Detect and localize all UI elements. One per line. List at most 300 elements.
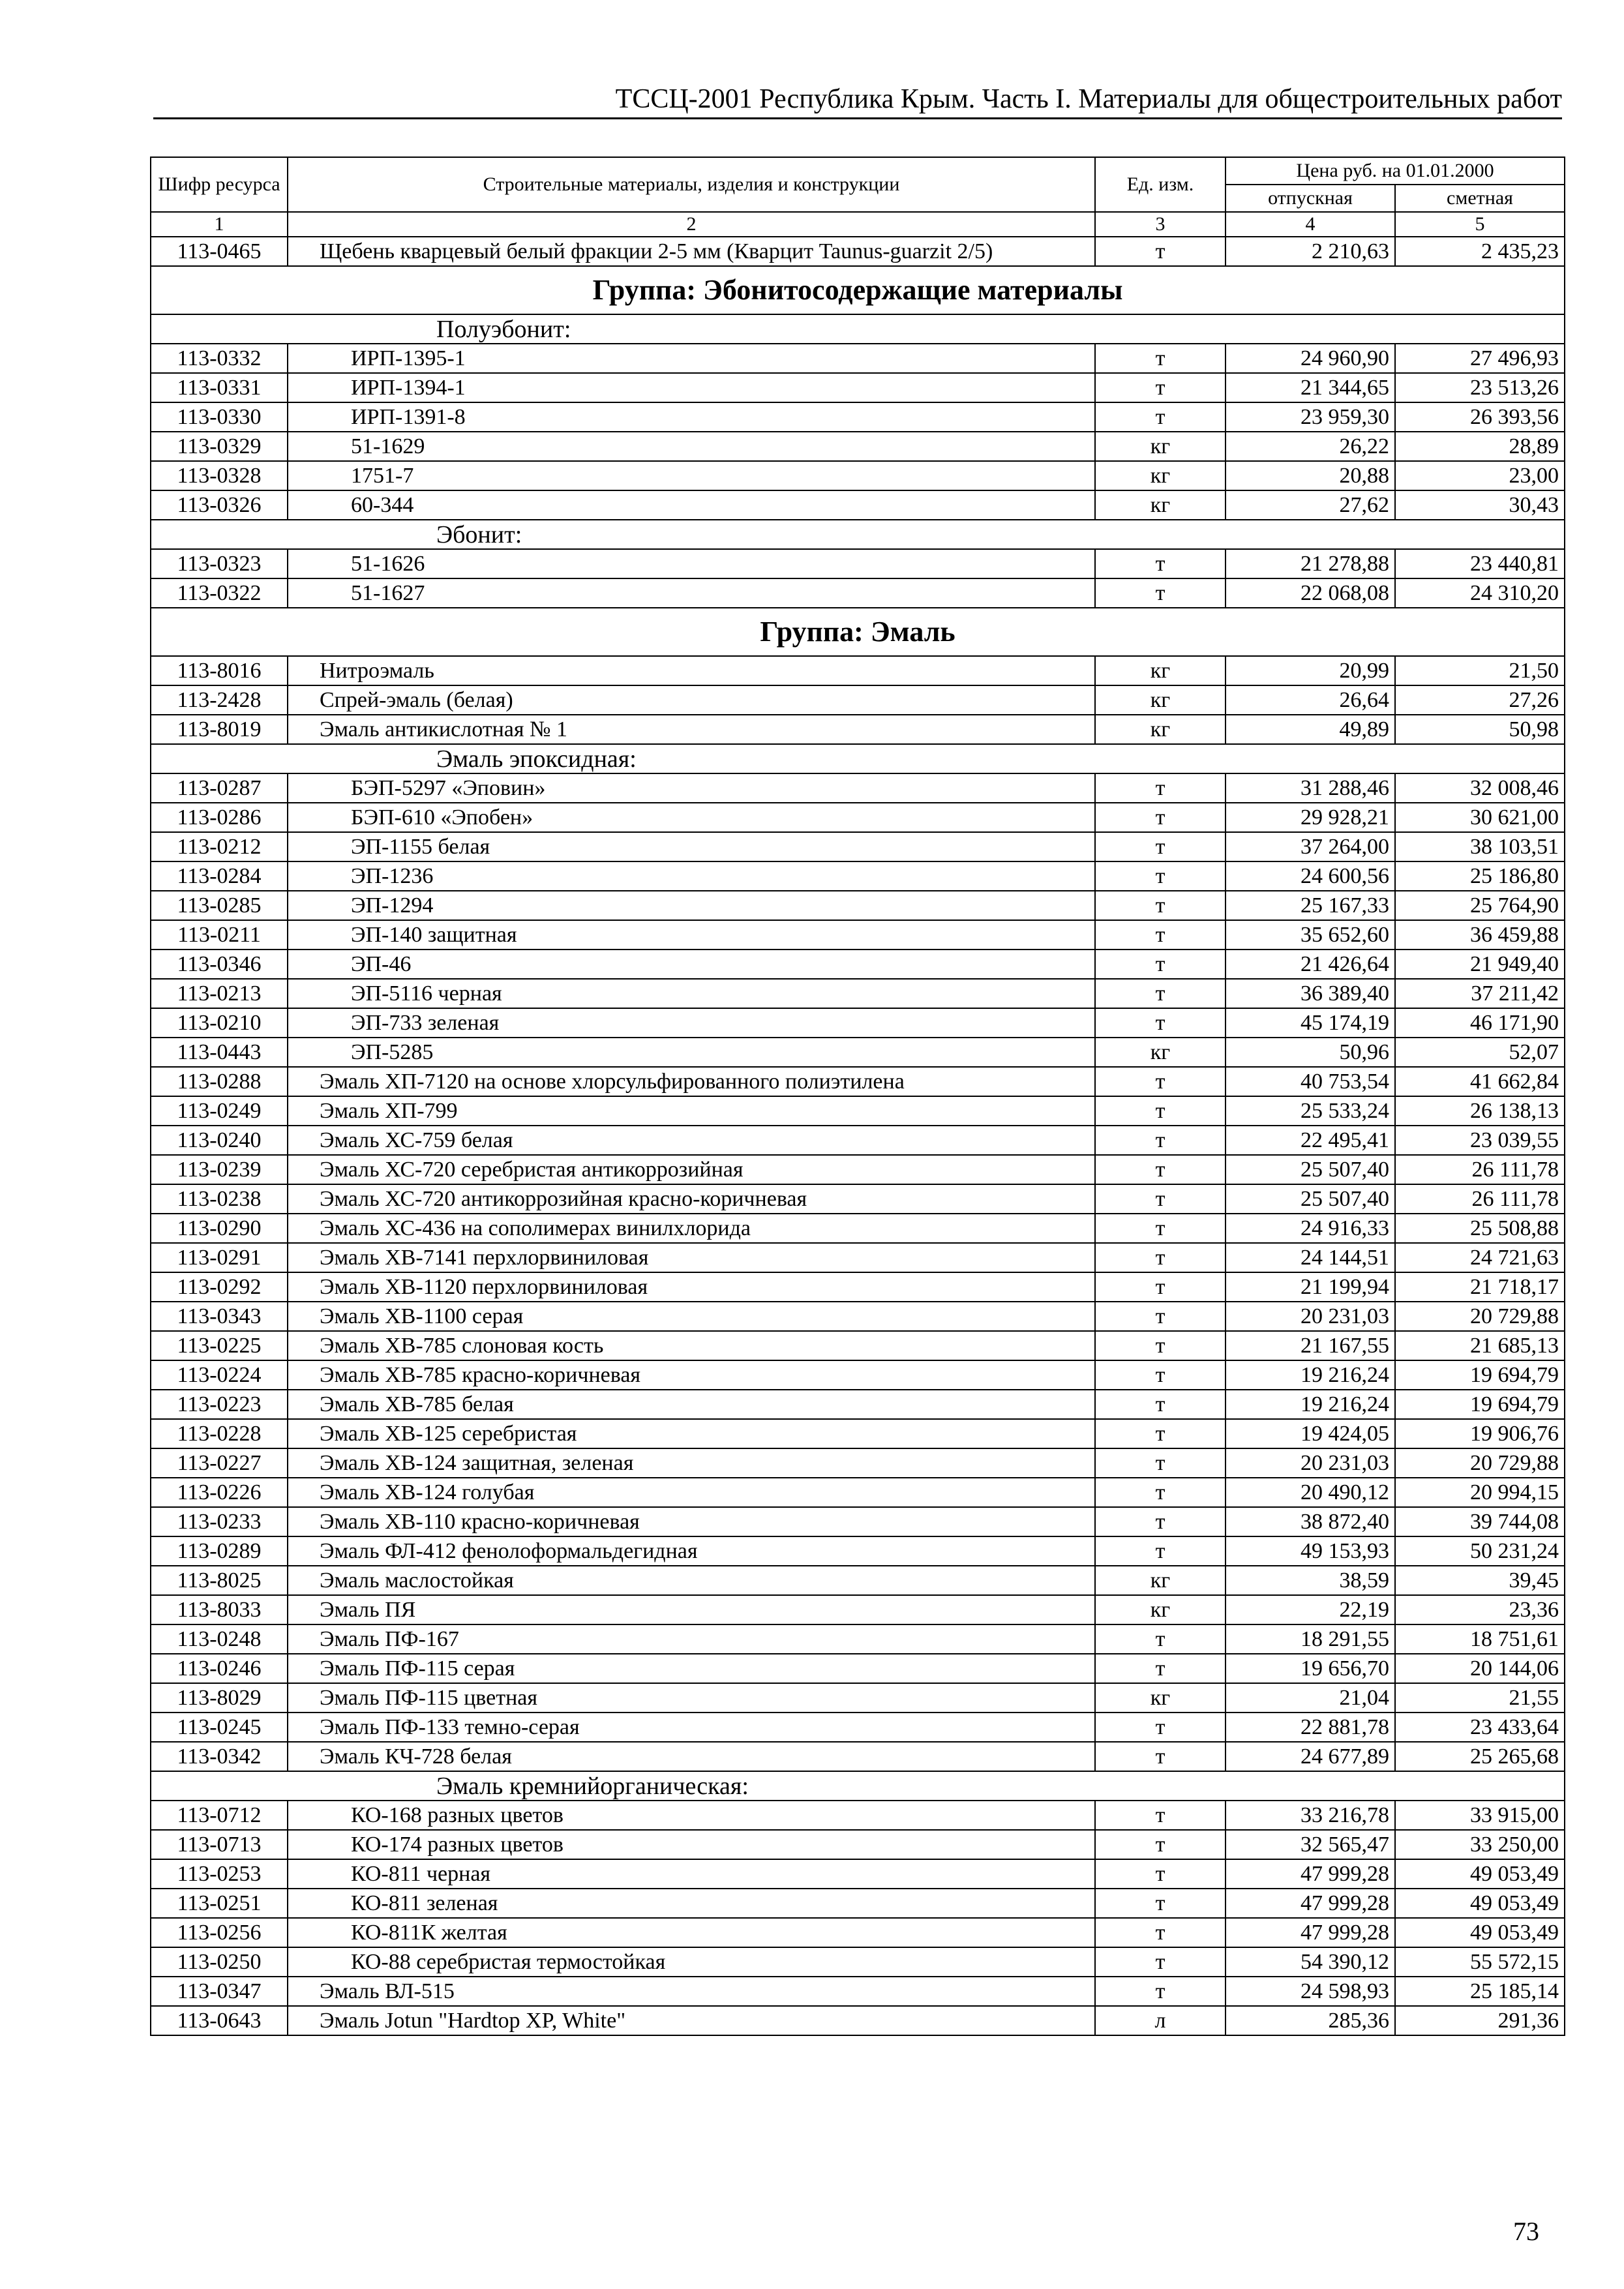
release-price-cell: 21 167,55 (1226, 1331, 1395, 1360)
unit-cell: т (1095, 1918, 1226, 1947)
name-cell: Эмаль Jotun "Hardtop XP, White" (288, 2006, 1095, 2035)
name-cell: ЭП-733 зеленая (288, 1008, 1095, 1038)
unit-cell: кг (1095, 685, 1226, 715)
table-row (151, 1272, 1565, 1302)
estimate-price-cell: 19 694,79 (1395, 1360, 1565, 1390)
release-price-cell: 25 167,33 (1226, 891, 1395, 920)
table-row (151, 1184, 1565, 1214)
code-cell: 113-0253 (151, 1859, 288, 1889)
release-price-cell: 19 656,70 (1226, 1654, 1395, 1683)
estimate-price-cell: 55 572,15 (1395, 1947, 1565, 1977)
release-price-cell: 20,88 (1226, 461, 1395, 490)
estimate-price-cell: 23,00 (1395, 461, 1565, 490)
column-number: 5 (1395, 212, 1565, 237)
release-price-cell: 22,19 (1226, 1595, 1395, 1624)
name-cell: Эмаль ХВ-125 серебристая (288, 1419, 1095, 1448)
table-row (151, 1947, 1565, 1977)
estimate-price-cell: 46 171,90 (1395, 1008, 1565, 1038)
estimate-price-cell: 26 138,13 (1395, 1096, 1565, 1126)
unit-cell: кг (1095, 432, 1226, 461)
unit-cell: т (1095, 832, 1226, 861)
code-cell: 113-0246 (151, 1654, 288, 1683)
unit-cell: кг (1095, 1595, 1226, 1624)
unit-cell: т (1095, 1742, 1226, 1771)
code-cell: 113-0240 (151, 1126, 288, 1155)
code-cell: 113-0322 (151, 578, 288, 608)
code-cell: 113-0213 (151, 979, 288, 1008)
release-price-cell: 19 216,24 (1226, 1390, 1395, 1419)
estimate-price-cell: 25 186,80 (1395, 861, 1565, 891)
table-header (151, 157, 1565, 237)
estimate-price-cell: 27,26 (1395, 685, 1565, 715)
table-row (151, 1448, 1565, 1478)
name-cell: ЭП-1155 белая (288, 832, 1095, 861)
unit-cell: т (1095, 1214, 1226, 1243)
table-row (151, 1155, 1565, 1184)
estimate-price-cell: 23 513,26 (1395, 373, 1565, 402)
table-row (151, 1536, 1565, 1566)
table-row (151, 1654, 1565, 1683)
unit-cell: т (1095, 1448, 1226, 1478)
header-release-price: отпускная (1226, 185, 1395, 212)
code-cell: 113-0228 (151, 1419, 288, 1448)
release-price-cell: 20,99 (1226, 656, 1395, 685)
unit-cell: т (1095, 920, 1226, 950)
empty-cell (151, 1771, 288, 1801)
estimate-price-cell: 19 906,76 (1395, 1419, 1565, 1448)
release-price-cell: 47 999,28 (1226, 1918, 1395, 1947)
release-price-cell: 19 216,24 (1226, 1360, 1395, 1390)
header-rule (153, 117, 1562, 119)
code-cell: 113-0713 (151, 1830, 288, 1859)
release-price-cell: 38,59 (1226, 1566, 1395, 1595)
code-cell: 113-8033 (151, 1595, 288, 1624)
table-row (151, 803, 1565, 832)
release-price-cell: 24 600,56 (1226, 861, 1395, 891)
estimate-price-cell: 49 053,49 (1395, 1889, 1565, 1918)
table-row (151, 1713, 1565, 1742)
code-cell: 113-0238 (151, 1184, 288, 1214)
release-price-cell: 40 753,54 (1226, 1067, 1395, 1096)
code-cell: 113-0465 (151, 237, 288, 266)
release-price-cell: 21 199,94 (1226, 1272, 1395, 1302)
estimate-price-cell: 291,36 (1395, 2006, 1565, 2035)
unit-cell: т (1095, 1830, 1226, 1859)
name-cell: Эмаль ХП-7120 на основе хлорсульфированного полиэтилена (288, 1067, 1095, 1096)
table-row (151, 861, 1565, 891)
estimate-price-cell: 30 621,00 (1395, 803, 1565, 832)
unit-cell: л (1095, 2006, 1226, 2035)
unit-cell: т (1095, 891, 1226, 920)
table-row (151, 1859, 1565, 1889)
code-cell: 113-0224 (151, 1360, 288, 1390)
unit-cell: т (1095, 1096, 1226, 1126)
release-price-cell: 24 598,93 (1226, 1977, 1395, 2006)
unit-cell: т (1095, 861, 1226, 891)
estimate-price-cell: 24 721,63 (1395, 1243, 1565, 1272)
column-number-row (151, 212, 1565, 237)
estimate-price-cell: 25 265,68 (1395, 1742, 1565, 1771)
release-price-cell: 25 507,40 (1226, 1155, 1395, 1184)
unit-cell: кг (1095, 715, 1226, 744)
subgroup-title: Полуэбонит: (288, 314, 1565, 344)
page-header-title: ТССЦ-2001 Республика Крым. Часть I. Материалы для общестроительных работ (615, 84, 1562, 114)
subgroup-row (151, 744, 1565, 773)
estimate-price-cell: 30,43 (1395, 490, 1565, 520)
code-cell: 113-0343 (151, 1302, 288, 1331)
release-price-cell: 38 872,40 (1226, 1507, 1395, 1536)
name-cell: Эмаль ХС-436 на сополимерах винилхлорида (288, 1214, 1095, 1243)
release-price-cell: 33 216,78 (1226, 1801, 1395, 1830)
name-cell: Эмаль ХВ-785 красно-коричневая (288, 1360, 1095, 1390)
code-cell: 113-0443 (151, 1038, 288, 1067)
table-row (151, 1419, 1565, 1448)
unit-cell: т (1095, 1889, 1226, 1918)
name-cell: Эмаль антикислотная № 1 (288, 715, 1095, 744)
unit-cell: т (1095, 1624, 1226, 1654)
table-row (151, 344, 1565, 373)
name-cell: Эмаль ХС-759 белая (288, 1126, 1095, 1155)
name-cell: Эмаль ФЛ-412 фенолоформальдегидная (288, 1536, 1095, 1566)
unit-cell: т (1095, 773, 1226, 803)
unit-cell: т (1095, 1478, 1226, 1507)
table-row (151, 1478, 1565, 1507)
empty-cell (151, 520, 288, 549)
code-cell: 113-0223 (151, 1390, 288, 1419)
code-cell: 113-0288 (151, 1067, 288, 1096)
code-cell: 113-8016 (151, 656, 288, 685)
table-row (151, 1507, 1565, 1536)
unit-cell: кг (1095, 656, 1226, 685)
code-cell: 113-0290 (151, 1214, 288, 1243)
empty-cell (151, 744, 288, 773)
estimate-price-cell: 23 433,64 (1395, 1713, 1565, 1742)
name-cell: КО-88 серебристая термостойкая (288, 1947, 1095, 1977)
table-row (151, 1624, 1565, 1654)
unit-cell: т (1095, 373, 1226, 402)
release-price-cell: 22 881,78 (1226, 1713, 1395, 1742)
release-price-cell: 35 652,60 (1226, 920, 1395, 950)
table-row (151, 1830, 1565, 1859)
code-cell: 113-0346 (151, 950, 288, 979)
release-price-cell: 25 507,40 (1226, 1184, 1395, 1214)
code-cell: 113-0211 (151, 920, 288, 950)
estimate-price-cell: 21,50 (1395, 656, 1565, 685)
unit-cell: т (1095, 1801, 1226, 1830)
subgroup-title: Эбонит: (288, 520, 1565, 549)
release-price-cell: 21,04 (1226, 1683, 1395, 1713)
estimate-price-cell: 23,36 (1395, 1595, 1565, 1624)
name-cell: КО-174 разных цветов (288, 1830, 1095, 1859)
release-price-cell: 24 677,89 (1226, 1742, 1395, 1771)
unit-cell: т (1095, 1536, 1226, 1566)
estimate-price-cell: 21 949,40 (1395, 950, 1565, 979)
name-cell: ЭП-1294 (288, 891, 1095, 920)
estimate-price-cell: 21,55 (1395, 1683, 1565, 1713)
table-body (151, 237, 1565, 2035)
estimate-price-cell: 2 435,23 (1395, 237, 1565, 266)
release-price-cell: 37 264,00 (1226, 832, 1395, 861)
table-row (151, 1918, 1565, 1947)
estimate-price-cell: 24 310,20 (1395, 578, 1565, 608)
code-cell: 113-0212 (151, 832, 288, 861)
code-cell: 113-8019 (151, 715, 288, 744)
unit-cell: т (1095, 402, 1226, 432)
unit-cell: кг (1095, 1683, 1226, 1713)
name-cell: Щебень кварцевый белый фракции 2-5 мм (Кварцит Taunus-guarzit 2/5) (288, 237, 1095, 266)
group-row (151, 608, 1565, 656)
subgroup-row (151, 1771, 1565, 1801)
code-cell: 113-0226 (151, 1478, 288, 1507)
estimate-price-cell: 20 144,06 (1395, 1654, 1565, 1683)
estimate-price-cell: 21 718,17 (1395, 1272, 1565, 1302)
estimate-price-cell: 49 053,49 (1395, 1918, 1565, 1947)
name-cell: Эмаль ХВ-7141 перхлорвиниловая (288, 1243, 1095, 1272)
table-row (151, 1243, 1565, 1272)
subgroup-title: Эмаль кремнийорганическая: (288, 1771, 1565, 1801)
estimate-price-cell: 20 729,88 (1395, 1302, 1565, 1331)
estimate-price-cell: 18 751,61 (1395, 1624, 1565, 1654)
code-cell: 113-0643 (151, 2006, 288, 2035)
table-row (151, 2006, 1565, 2035)
table-row (151, 1889, 1565, 1918)
release-price-cell: 20 490,12 (1226, 1478, 1395, 1507)
release-price-cell: 285,36 (1226, 2006, 1395, 2035)
code-cell: 113-0289 (151, 1536, 288, 1566)
unit-cell: т (1095, 1859, 1226, 1889)
name-cell: Эмаль ПЯ (288, 1595, 1095, 1624)
estimate-price-cell: 21 685,13 (1395, 1331, 1565, 1360)
estimate-price-cell: 27 496,93 (1395, 344, 1565, 373)
table-row (151, 1038, 1565, 1067)
name-cell: Эмаль КЧ-728 белая (288, 1742, 1095, 1771)
unit-cell: т (1095, 1184, 1226, 1214)
release-price-cell: 54 390,12 (1226, 1947, 1395, 1977)
header-estimate-price: сметная (1395, 185, 1565, 212)
column-number: 2 (288, 212, 1095, 237)
name-cell: Эмаль ХС-720 серебристая антикоррозийная (288, 1155, 1095, 1184)
release-price-cell: 27,62 (1226, 490, 1395, 520)
estimate-price-cell: 26 111,78 (1395, 1155, 1565, 1184)
table-row (151, 373, 1565, 402)
release-price-cell: 25 533,24 (1226, 1096, 1395, 1126)
name-cell: ЭП-5285 (288, 1038, 1095, 1067)
estimate-price-cell: 33 250,00 (1395, 1830, 1565, 1859)
estimate-price-cell: 50 231,24 (1395, 1536, 1565, 1566)
code-cell: 113-0225 (151, 1331, 288, 1360)
release-price-cell: 20 231,03 (1226, 1302, 1395, 1331)
estimate-price-cell: 23 039,55 (1395, 1126, 1565, 1155)
release-price-cell: 29 928,21 (1226, 803, 1395, 832)
name-cell: КО-811 зеленая (288, 1889, 1095, 1918)
table-row (151, 1302, 1565, 1331)
page-number: 73 (1513, 2217, 1539, 2246)
table-row (151, 432, 1565, 461)
release-price-cell: 31 288,46 (1226, 773, 1395, 803)
estimate-price-cell: 49 053,49 (1395, 1859, 1565, 1889)
unit-cell: т (1095, 549, 1226, 578)
table-row (151, 950, 1565, 979)
unit-cell: т (1095, 1243, 1226, 1272)
estimate-price-cell: 52,07 (1395, 1038, 1565, 1067)
release-price-cell: 24 960,90 (1226, 344, 1395, 373)
name-cell: КО-811 черная (288, 1859, 1095, 1889)
name-cell: Эмаль ХВ-785 белая (288, 1390, 1095, 1419)
code-cell: 113-0285 (151, 891, 288, 920)
unit-cell: т (1095, 1654, 1226, 1683)
table-row (151, 1126, 1565, 1155)
release-price-cell: 24 144,51 (1226, 1243, 1395, 1272)
estimate-price-cell: 26 111,78 (1395, 1184, 1565, 1214)
estimate-price-cell: 39,45 (1395, 1566, 1565, 1595)
unit-cell: т (1095, 1947, 1226, 1977)
release-price-cell: 45 174,19 (1226, 1008, 1395, 1038)
estimate-price-cell: 32 008,46 (1395, 773, 1565, 803)
code-cell: 113-0712 (151, 1801, 288, 1830)
name-cell: Эмаль ХС-720 антикоррозийная красно-коричневая (288, 1184, 1095, 1214)
header-price: Цена руб. на 01.01.2000 (1226, 157, 1565, 185)
group-title: Группа: Эмаль (151, 608, 1565, 656)
code-cell: 113-0284 (151, 861, 288, 891)
table-row (151, 1360, 1565, 1390)
code-cell: 113-0239 (151, 1155, 288, 1184)
code-cell: 113-0249 (151, 1096, 288, 1126)
table-row (151, 490, 1565, 520)
name-cell: ЭП-140 защитная (288, 920, 1095, 950)
unit-cell: т (1095, 237, 1226, 266)
code-cell: 113-0291 (151, 1243, 288, 1272)
subgroup-row (151, 314, 1565, 344)
name-cell: Эмаль ХВ-124 защитная, зеленая (288, 1448, 1095, 1478)
name-cell: 51-1626 (288, 549, 1095, 578)
name-cell: Эмаль ПФ-115 серая (288, 1654, 1095, 1683)
code-cell: 113-0342 (151, 1742, 288, 1771)
release-price-cell: 21 278,88 (1226, 549, 1395, 578)
name-cell: Эмаль ВЛ-515 (288, 1977, 1095, 2006)
release-price-cell: 26,22 (1226, 432, 1395, 461)
unit-cell: т (1095, 1390, 1226, 1419)
estimate-price-cell: 39 744,08 (1395, 1507, 1565, 1536)
name-cell: Эмаль ХП-799 (288, 1096, 1095, 1126)
name-cell: ИРП-1394-1 (288, 373, 1095, 402)
table-row (151, 1067, 1565, 1096)
code-cell: 113-0251 (151, 1889, 288, 1918)
table-row (151, 715, 1565, 744)
release-price-cell: 20 231,03 (1226, 1448, 1395, 1478)
release-price-cell: 50,96 (1226, 1038, 1395, 1067)
table-row (151, 578, 1565, 608)
group-title: Группа: Эбонитосодержащие материалы (151, 266, 1565, 314)
code-cell: 113-8029 (151, 1683, 288, 1713)
unit-cell: т (1095, 950, 1226, 979)
estimate-price-cell: 26 393,56 (1395, 402, 1565, 432)
unit-cell: т (1095, 1126, 1226, 1155)
code-cell: 113-0347 (151, 1977, 288, 2006)
estimate-price-cell: 20 994,15 (1395, 1478, 1565, 1507)
release-price-cell: 36 389,40 (1226, 979, 1395, 1008)
unit-cell: т (1095, 1507, 1226, 1536)
estimate-price-cell: 23 440,81 (1395, 549, 1565, 578)
name-cell: 51-1629 (288, 432, 1095, 461)
name-cell: 1751-7 (288, 461, 1095, 490)
table-row (151, 1096, 1565, 1126)
code-cell: 113-0210 (151, 1008, 288, 1038)
table-row (151, 1390, 1565, 1419)
unit-cell: т (1095, 1008, 1226, 1038)
name-cell: Эмаль ХВ-1120 перхлорвиниловая (288, 1272, 1095, 1302)
name-cell: Эмаль ПФ-167 (288, 1624, 1095, 1654)
unit-cell: т (1095, 1713, 1226, 1742)
release-price-cell: 49 153,93 (1226, 1536, 1395, 1566)
empty-cell (151, 314, 288, 344)
unit-cell: т (1095, 1331, 1226, 1360)
table-row (151, 1331, 1565, 1360)
code-cell: 113-0331 (151, 373, 288, 402)
unit-cell: т (1095, 578, 1226, 608)
unit-cell: т (1095, 1155, 1226, 1184)
estimate-price-cell: 25 764,90 (1395, 891, 1565, 920)
code-cell: 113-0256 (151, 1918, 288, 1947)
release-price-cell: 23 959,30 (1226, 402, 1395, 432)
subgroup-row (151, 520, 1565, 549)
table-row (151, 773, 1565, 803)
name-cell: БЭП-5297 «Эповин» (288, 773, 1095, 803)
estimate-price-cell: 19 694,79 (1395, 1390, 1565, 1419)
code-cell: 113-0250 (151, 1947, 288, 1977)
unit-cell: т (1095, 1977, 1226, 2006)
header-code: Шифр ресурса (151, 157, 288, 212)
release-price-cell: 2 210,63 (1226, 237, 1395, 266)
unit-cell: кг (1095, 1038, 1226, 1067)
code-cell: 113-0286 (151, 803, 288, 832)
table-row (151, 685, 1565, 715)
release-price-cell: 47 999,28 (1226, 1889, 1395, 1918)
estimate-price-cell: 28,89 (1395, 432, 1565, 461)
table-row (151, 656, 1565, 685)
table-row (151, 1977, 1565, 2006)
code-cell: 113-0328 (151, 461, 288, 490)
code-cell: 113-0330 (151, 402, 288, 432)
column-number: 4 (1226, 212, 1395, 237)
unit-cell: т (1095, 1302, 1226, 1331)
unit-cell: т (1095, 1360, 1226, 1390)
table-row (151, 1683, 1565, 1713)
table-row (151, 1008, 1565, 1038)
code-cell: 113-0323 (151, 549, 288, 578)
materials-table (150, 157, 1565, 2036)
table-row (151, 920, 1565, 950)
unit-cell: кг (1095, 1566, 1226, 1595)
code-cell: 113-0245 (151, 1713, 288, 1742)
release-price-cell: 26,64 (1226, 685, 1395, 715)
name-cell: Эмаль ХВ-785 слоновая кость (288, 1331, 1095, 1360)
unit-cell: кг (1095, 490, 1226, 520)
code-cell: 113-0329 (151, 432, 288, 461)
table-row (151, 549, 1565, 578)
estimate-price-cell: 50,98 (1395, 715, 1565, 744)
name-cell: Эмаль маслостойкая (288, 1566, 1095, 1595)
release-price-cell: 47 999,28 (1226, 1859, 1395, 1889)
header-name: Строительные материалы, изделия и конструкции (288, 157, 1095, 212)
code-cell: 113-0332 (151, 344, 288, 373)
name-cell: Эмаль ХВ-1100 серая (288, 1302, 1095, 1331)
table-row (151, 1742, 1565, 1771)
group-row (151, 266, 1565, 314)
name-cell: Эмаль ХВ-110 красно-коричневая (288, 1507, 1095, 1536)
code-cell: 113-8025 (151, 1566, 288, 1595)
header-unit: Ед. изм. (1095, 157, 1226, 212)
name-cell: ЭП-46 (288, 950, 1095, 979)
